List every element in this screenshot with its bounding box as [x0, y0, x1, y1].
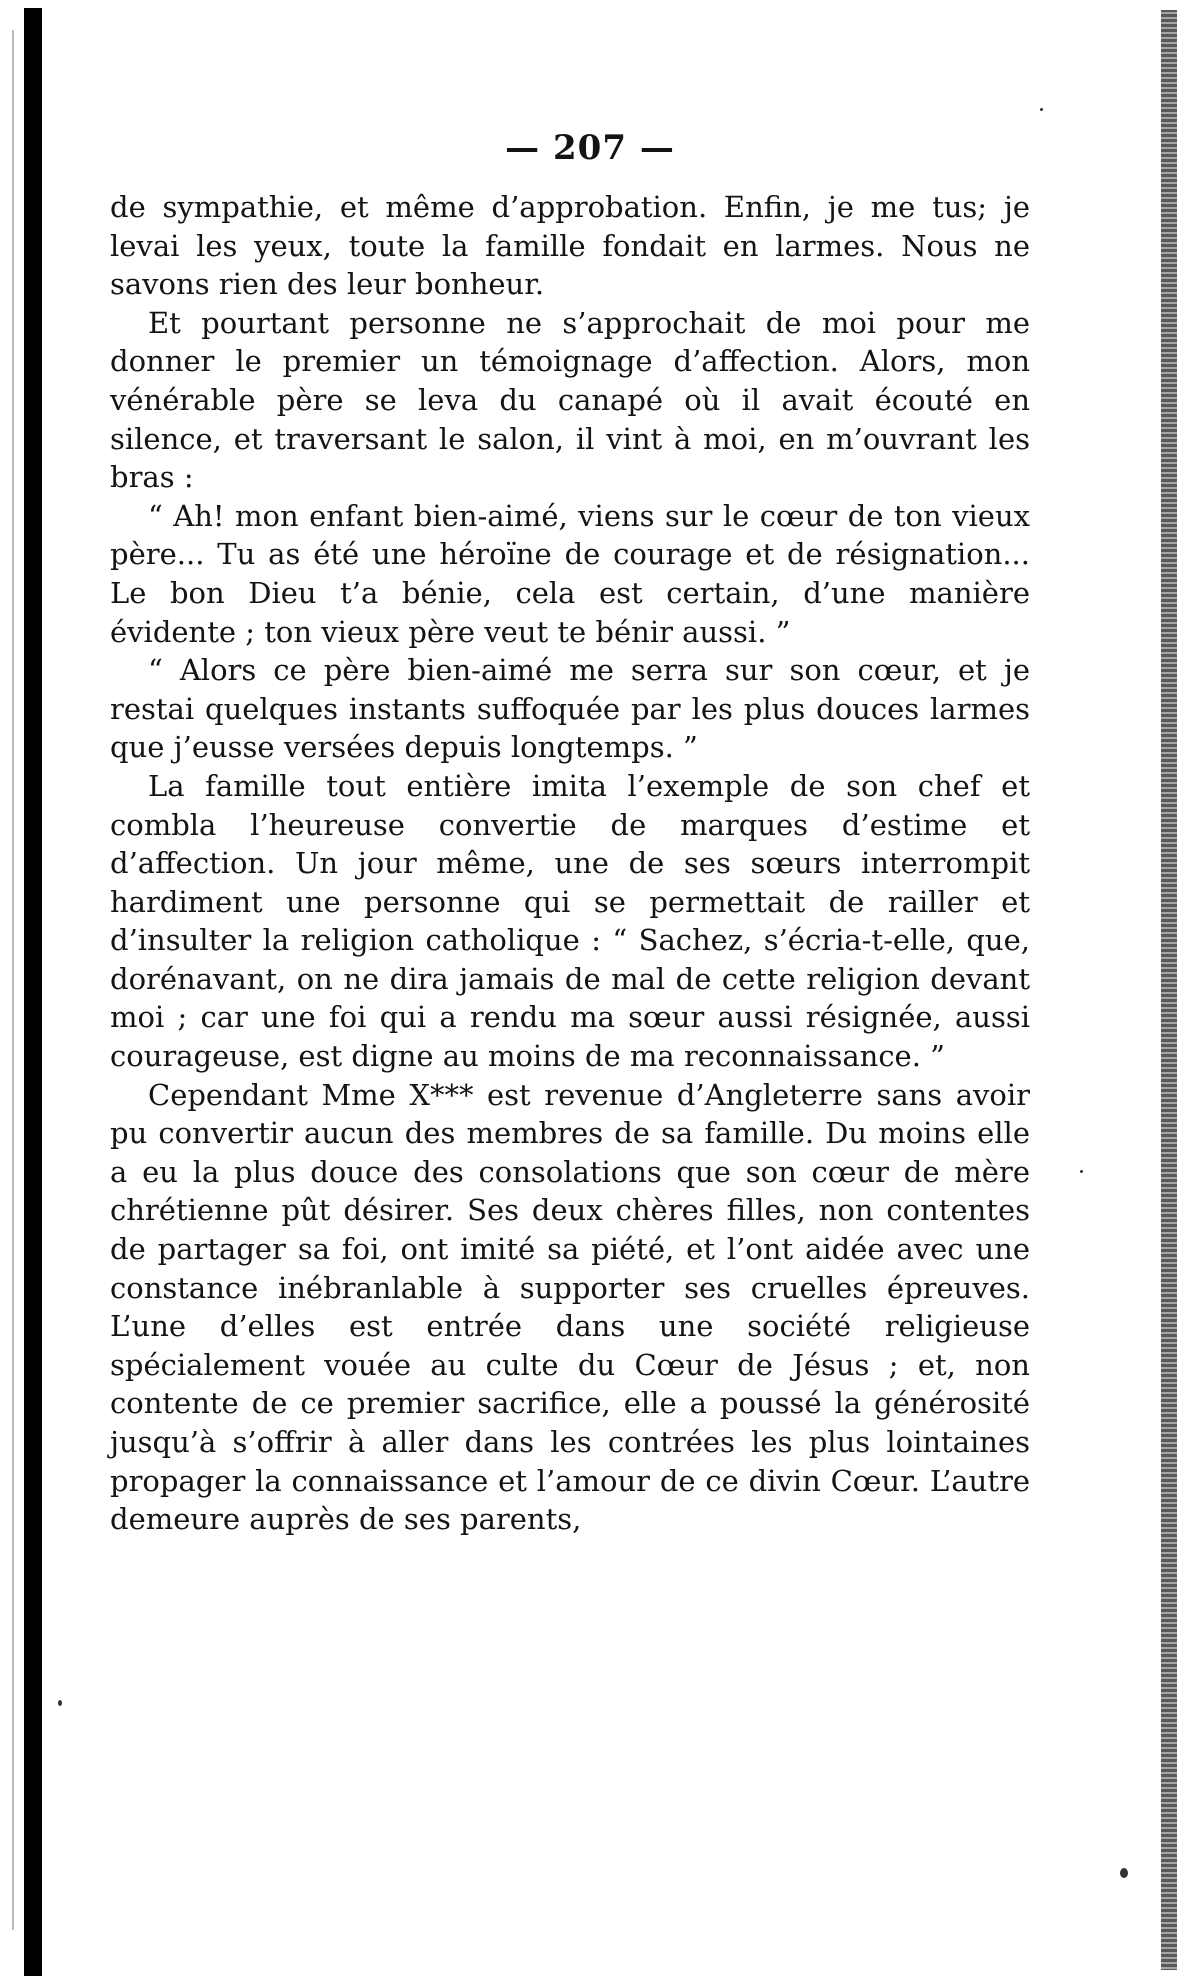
paragraph-6: Cependant Mme X*** est revenue d’Angleterre sans avoir pu convertir aucun des membres de sa famille. Du moins elle a eu la plus douce des consolations que son cœur de mère chrétienne pût désirer. Ses deux chères filles, non contentes de partager sa foi, ont imité sa piété, et l’ont aidée avec une constance inébranlable à supporter ses cruelles épreuves. L’une d’elles est entrée dans une société religieuse spécialement vouée au culte du Cœur de Jésus ; et, non contente de ce premier sacrifice, elle a poussé la générosité jusqu’à s’offrir à aller dans les contrées les plus lointaines propager la connaissance et l’amour de ce divin Cœur. L’autre demeure auprès de ses parents,: [110, 1077, 1030, 1537]
scan-speck: [1040, 108, 1043, 111]
paragraph-5: La famille tout entière imita l’exemple de son chef et combla l’heureuse convertie de marques d’estime et d’affection. Un jour même, une de ses sœurs interrompit hardiment une personne qui se permettait de railler et d’insulter la religion catholique : “ Sachez, s’écria-t-elle, que, dorénavant, on ne dira jamais de mal de cette religion devant moi ; car une foi qui a rendu ma sœur aussi résignée, aussi courageuse, est digne au moins de ma reconnaissance. ”: [110, 768, 1030, 1074]
scan-speck: [1120, 1868, 1128, 1878]
scan-edge-pattern: [1161, 10, 1177, 1970]
paragraph-2: Et pourtant personne ne s’approchait de moi pour me donner le premier un témoignage d’affection. Alors, mon vénérable père se leva du canapé où il avait écouté en silence, et traversant le salon, il vint à moi, en m’ouvrant les bras :: [110, 305, 1030, 495]
paragraph-1: de sympathie, et même d’approbation. Enfin, je me tus; je levai les yeux, toute la famille fondait en larmes. Nous ne savons rien des leur bonheur.: [110, 190, 1030, 302]
page-number: — 207 —: [505, 128, 675, 168]
page-edge-shadow: [12, 30, 14, 1930]
scan-speck: [58, 1700, 62, 1706]
binding-edge: [24, 8, 42, 1976]
book-page: [110, 128, 1030, 1539]
scan-speck: [1080, 1170, 1083, 1173]
paragraph-3: “ Ah! mon enfant bien-aimé, viens sur le cœur de ton vieux père... Tu as été une héroïne de courage et de résignation... Le bon Dieu t’a bénie, cela est certain, d’une manière évidente ; ton vieux père veut te bénir aussi. ”: [110, 498, 1030, 649]
paragraph-4: “ Alors ce père bien-aimé me serra sur son cœur, et je restai quelques instants suffoquée par les plus douces larmes que j’eusse versées depuis longtemps. ”: [110, 653, 1030, 765]
